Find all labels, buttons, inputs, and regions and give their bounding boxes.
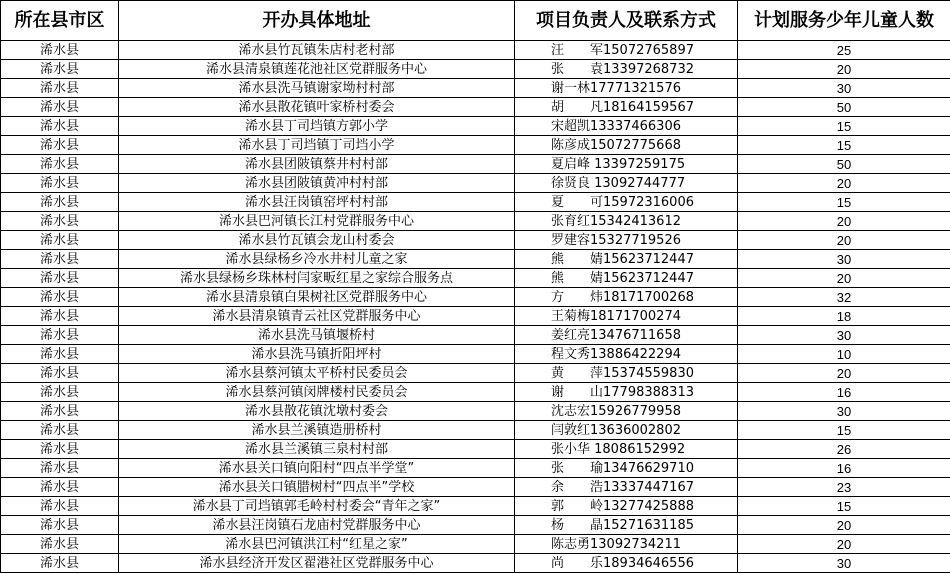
cell-contact: 宋超凯13337466306: [515, 117, 738, 136]
header-county: 所在县市区: [1, 1, 119, 41]
cell-county: 浠水县: [1, 478, 119, 497]
cell-county: 浠水县: [1, 440, 119, 459]
header-children-count: 计划服务少年儿童人数: [738, 1, 950, 41]
table-row: [1, 117, 950, 136]
cell-address: 浠水县清泉镇莲花池社区党群服务中心: [119, 60, 515, 79]
cell-contact: 熊 婧15623712447: [515, 250, 738, 269]
cell-children-count: 30: [738, 79, 950, 98]
cell-children-count: 50: [738, 98, 950, 117]
table-row: [1, 174, 950, 193]
table-row: [1, 41, 950, 60]
cell-children-count: 26: [738, 440, 950, 459]
cell-county: 浠水县: [1, 155, 119, 174]
cell-address: 浠水县汪岗镇石龙庙村党群服务中心: [119, 516, 515, 535]
cell-contact: 姜红亮13476711658: [515, 326, 738, 345]
cell-contact: 陈志勇13092734211: [515, 535, 738, 554]
header-row: [1, 1, 950, 41]
table-row: [1, 231, 950, 250]
table-body: [1, 41, 950, 573]
cell-children-count: 30: [738, 250, 950, 269]
cell-county: 浠水县: [1, 117, 119, 136]
cell-county: 浠水县: [1, 231, 119, 250]
cell-contact: 夏启峰 13397259175: [515, 155, 738, 174]
cell-children-count: 10: [738, 345, 950, 364]
cell-address: 浠水县绿杨乡冷水井村儿童之家: [119, 250, 515, 269]
table-row: [1, 136, 950, 155]
cell-contact: 黄 萍15374559830: [515, 364, 738, 383]
cell-children-count: 15: [738, 136, 950, 155]
cell-county: 浠水县: [1, 193, 119, 212]
cell-county: 浠水县: [1, 535, 119, 554]
cell-county: 浠水县: [1, 345, 119, 364]
cell-children-count: 16: [738, 459, 950, 478]
cell-address: 浠水县洗马镇谢家坳村村部: [119, 79, 515, 98]
cell-children-count: 20: [738, 364, 950, 383]
cell-county: 浠水县: [1, 136, 119, 155]
table-row: [1, 440, 950, 459]
header-contact: 项目负责人及联系方式: [515, 1, 738, 41]
cell-contact: 张育红15342413612: [515, 212, 738, 231]
cell-address: 浠水县团陂镇蔡井村村部: [119, 155, 515, 174]
cell-children-count: 20: [738, 535, 950, 554]
cell-address: 浠水县经济开发区翟港社区党群服务中心: [119, 554, 515, 573]
table-row: [1, 402, 950, 421]
table-row: [1, 554, 950, 573]
cell-contact: 夏 可15972316006: [515, 193, 738, 212]
cell-address: 浠水县巴河镇洪江村“红星之家”: [119, 535, 515, 554]
cell-contact: 谢一林17771321576: [515, 79, 738, 98]
cell-children-count: 25: [738, 41, 950, 60]
cell-address: 浠水县团陂镇黄冲村村部: [119, 174, 515, 193]
cell-address: 浠水县竹瓦镇会龙山村委会: [119, 231, 515, 250]
cell-children-count: 20: [738, 60, 950, 79]
cell-contact: 胡 凡18164159567: [515, 98, 738, 117]
cell-children-count: 20: [738, 212, 950, 231]
table-row: [1, 212, 950, 231]
cell-children-count: 32: [738, 288, 950, 307]
cell-county: 浠水县: [1, 459, 119, 478]
cell-address: 浠水县丁司垱镇郭毛岭村村委会“青年之家”: [119, 497, 515, 516]
cell-contact: 张 瑜13476629710: [515, 459, 738, 478]
cell-contact: 余 浩13337447167: [515, 478, 738, 497]
table-row: [1, 269, 950, 288]
table-row: [1, 288, 950, 307]
table-row: [1, 478, 950, 497]
cell-contact: 熊 婧15623712447: [515, 269, 738, 288]
cell-address: 浠水县兰溪镇造册桥村: [119, 421, 515, 440]
cell-address: 浠水县关口镇向阳村“四点半学堂”: [119, 459, 515, 478]
cell-children-count: 15: [738, 497, 950, 516]
table-row: [1, 60, 950, 79]
cell-children-count: 15: [738, 193, 950, 212]
cell-children-count: 20: [738, 174, 950, 193]
cell-children-count: 20: [738, 516, 950, 535]
cell-contact: 徐贤良 13092744777: [515, 174, 738, 193]
cell-county: 浠水县: [1, 60, 119, 79]
cell-county: 浠水县: [1, 516, 119, 535]
cell-children-count: 15: [738, 421, 950, 440]
cell-address: 浠水县洗马镇堰桥村: [119, 326, 515, 345]
cell-children-count: 30: [738, 326, 950, 345]
cell-address: 浠水县清泉镇青云社区党群服务中心: [119, 307, 515, 326]
table-row: [1, 345, 950, 364]
cell-county: 浠水县: [1, 421, 119, 440]
table-row: [1, 193, 950, 212]
table-row: [1, 326, 950, 345]
cell-address: 浠水县散花镇沈墩村委会: [119, 402, 515, 421]
table-row: [1, 250, 950, 269]
cell-address: 浠水县竹瓦镇朱店村老村部: [119, 41, 515, 60]
cell-children-count: 30: [738, 402, 950, 421]
cell-address: 浠水县洗马镇折阳坪村: [119, 345, 515, 364]
cell-county: 浠水县: [1, 383, 119, 402]
table-row: [1, 383, 950, 402]
cell-address: 浠水县丁司垱镇丁司垱小学: [119, 136, 515, 155]
cell-address: 浠水县兰溪镇三泉村村部: [119, 440, 515, 459]
cell-address: 浠水县蔡河镇闵牌楼村民委员会: [119, 383, 515, 402]
cell-address: 浠水县绿杨乡珠林村闫家畈红星之家综合服务点: [119, 269, 515, 288]
table-row: [1, 364, 950, 383]
table-row: [1, 459, 950, 478]
cell-county: 浠水县: [1, 364, 119, 383]
cell-contact: 沈志宏15926779958: [515, 402, 738, 421]
cell-address: 浠水县巴河镇长江村党群服务中心: [119, 212, 515, 231]
cell-contact: 尚 乐18934646556: [515, 554, 738, 573]
cell-children-count: 20: [738, 231, 950, 250]
cell-children-count: 50: [738, 155, 950, 174]
cell-county: 浠水县: [1, 326, 119, 345]
cell-contact: 郭 岭13277425888: [515, 497, 738, 516]
cell-address: 浠水县关口镇腊树村“四点半”学校: [119, 478, 515, 497]
cell-children-count: 30: [738, 554, 950, 573]
cell-contact: 陈彦成15072775668: [515, 136, 738, 155]
cell-county: 浠水县: [1, 307, 119, 326]
cell-children-count: 23: [738, 478, 950, 497]
cell-county: 浠水县: [1, 174, 119, 193]
cell-county: 浠水县: [1, 79, 119, 98]
cell-county: 浠水县: [1, 98, 119, 117]
cell-county: 浠水县: [1, 288, 119, 307]
cell-county: 浠水县: [1, 250, 119, 269]
cell-address: 浠水县丁司垱镇方郭小学: [119, 117, 515, 136]
cell-address: 浠水县散花镇叶家桥村委会: [119, 98, 515, 117]
cell-contact: 方 炜18171700268: [515, 288, 738, 307]
table-row: [1, 497, 950, 516]
cell-contact: 杨 晶15271631185: [515, 516, 738, 535]
cell-contact: 谢 山17798388313: [515, 383, 738, 402]
cell-contact: 闫敦红13636002802: [515, 421, 738, 440]
table-row: [1, 307, 950, 326]
cell-county: 浠水县: [1, 554, 119, 573]
cell-children-count: 15: [738, 117, 950, 136]
cell-contact: 罗建容15327719526: [515, 231, 738, 250]
cell-children-count: 20: [738, 269, 950, 288]
header-address: 开办具体地址: [119, 1, 515, 41]
cell-contact: 程文秀13886422294: [515, 345, 738, 364]
cell-address: 浠水县清泉镇白果树社区党群服务中心: [119, 288, 515, 307]
cell-children-count: 18: [738, 307, 950, 326]
cell-county: 浠水县: [1, 497, 119, 516]
cell-address: 浠水县汪岗镇窑坪村村部: [119, 193, 515, 212]
table-row: [1, 98, 950, 117]
cell-contact: 王菊梅18171700274: [515, 307, 738, 326]
cell-children-count: 16: [738, 383, 950, 402]
cell-contact: 汪 军15072765897: [515, 41, 738, 60]
table-row: [1, 79, 950, 98]
cell-county: 浠水县: [1, 402, 119, 421]
cell-contact: 张小华 18086152992: [515, 440, 738, 459]
table-row: [1, 155, 950, 174]
cell-county: 浠水县: [1, 269, 119, 288]
cell-county: 浠水县: [1, 212, 119, 231]
cell-county: 浠水县: [1, 41, 119, 60]
table-row: [1, 535, 950, 554]
cell-address: 浠水县蔡河镇太平桥村民委员会: [119, 364, 515, 383]
table-row: [1, 421, 950, 440]
table-row: [1, 516, 950, 535]
cell-contact: 张 袁13397268732: [515, 60, 738, 79]
